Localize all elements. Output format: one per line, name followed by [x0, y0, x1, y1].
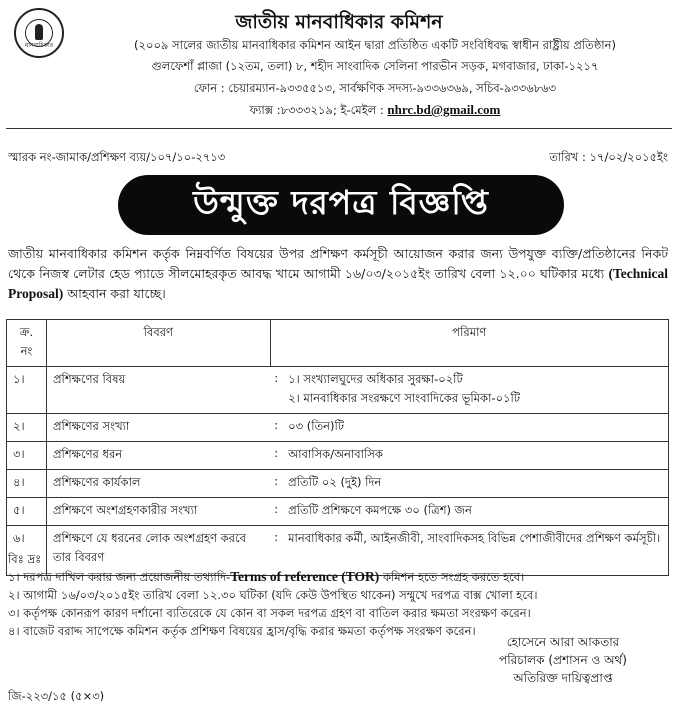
row-colon: : — [270, 470, 282, 498]
header-description: বিবরণ — [46, 320, 270, 367]
intro-technical-proposal: (Technical Proposal) — [8, 266, 668, 301]
header-quantity: পরিমাণ — [270, 320, 668, 367]
note-tor: Terms of reference (TOR) — [230, 569, 380, 584]
row-item: প্রশিক্ষণে যে ধরনের লোক অংশগ্রহণ করবে তার বিবরণ — [46, 526, 270, 576]
notice-date: তারিখ : ১৭/০২/২০১৫ইং — [549, 150, 668, 164]
row-number: ২। — [7, 414, 47, 442]
row-item: প্রশিক্ষণে অংশগ্রহণকারীর সংখ্যা — [46, 498, 270, 526]
ad-reference-code: জি-২২৩/১৫ (৫×৩) — [8, 689, 105, 703]
signature-block — [473, 633, 653, 687]
signatory-note: অতিরিক্ত দায়িত্বপ্রাপ্ত — [513, 671, 613, 685]
row-item: প্রশিক্ষণের বিষয় — [46, 367, 270, 414]
logo-caption: মানবাধিকার — [24, 42, 54, 49]
note-item: ৪। বাজেট বরাদ্দ সাপেক্ষে কমিশন কর্তৃক প্রশিক্ষণ বিষয়ের হ্রাস/বৃদ্ধি করার ক্ষমতা কর্তৃপক্ষ সংরক্ষণ করেন। — [8, 624, 476, 638]
row-value — [282, 367, 668, 414]
org-address: গুলফেশাঁ প্লাজা (১২তম, তলা) ৮, শহীদ সাংবাদিক সেলিনা পারভীন সড়ক, মগবাজার, ঢাকা-১২১৭ — [151, 59, 599, 73]
row-number: ৩। — [7, 442, 47, 470]
row-value-line: ২। মানবাধিকার সংরক্ষণে সাংবাদিকের ভূমিকা-০১টি — [288, 391, 521, 405]
row-number: ৪। — [7, 470, 47, 498]
org-fax-email — [70, 102, 678, 121]
notes-heading: বিঃ দ্রঃ — [8, 552, 42, 566]
header-divider — [6, 128, 672, 129]
row-value: প্রতিটি প্রশিক্ষণে কমপক্ষে ৩০ (ত্রিশ) জন — [282, 498, 668, 526]
row-item: প্রশিক্ষণের সংখ্যা — [46, 414, 270, 442]
row-colon: : — [270, 526, 282, 576]
row-item: প্রশিক্ষণের ধরন — [46, 442, 270, 470]
org-subtitle: (২০০৯ সালের জাতীয় মানবাধিকার কমিশন আইন দ্বারা প্রতিষ্ঠিত একটি সংবিধিবদ্ধ স্বাধীন রাষ্ট্রীয় প্রতিষ্ঠান) — [134, 38, 616, 52]
row-colon: : — [270, 498, 282, 526]
table-row — [7, 498, 669, 526]
intro-text: জাতীয় মানবাধিকার কমিশন কর্তৃক নিম্নবর্ণিত বিষয়ের উপর প্রশিক্ষণ কর্মসূচী আয়োজন করার জন্য উপযুক্ত ব্যক্তি/প্রতিষ্ঠানের নিকট থেকে নিজস্ব লেটার হেড প্যাডে সীলমোহরকৃত আবদ্ধ খামে আগামী ১৬/০৩/২০১৫ইং তারিখ বেলা ১২.০০ ঘটিকার মধ্যে — [8, 246, 668, 281]
table-row — [7, 470, 669, 498]
table-row — [7, 414, 669, 442]
intro-paragraph — [8, 244, 668, 304]
row-colon: : — [270, 414, 282, 442]
row-value: আবাসিক/অনাবাসিক — [282, 442, 668, 470]
notice-title-banner: উন্মুক্ত দরপত্র বিজ্ঞপ্তি — [118, 175, 564, 235]
training-details-table — [6, 319, 669, 576]
email-link[interactable]: nhrc.bd@gmail.com — [387, 102, 501, 117]
row-number: ৫। — [7, 498, 47, 526]
table-row — [7, 367, 669, 414]
note-item — [8, 568, 670, 586]
note-item: ৩। কর্তৃপক্ষ কোনরূপ কারণ দর্শানো ব্যতিরেকে যে কোন বা সকল দরপত্র গ্রহণ বা বাতিল করার ক্ষমতা সংরক্ষণ করেন। — [8, 606, 531, 620]
row-value-line: ১। সংখ্যালঘুদের অধিকার সুরক্ষা-০২টি — [288, 372, 463, 386]
intro-text-end: আহবান করা যাচ্ছে। — [63, 286, 166, 301]
org-name: জাতীয় মানবাধিকার কমিশন — [235, 11, 443, 33]
memo-number: স্মারক নং-জামাক/প্রশিক্ষণ ব্যয়/১০৭/১০-২৭১৩ — [8, 150, 226, 164]
org-phone: ফোন : চেয়ারম্যান-৯৩৩৫৫১৩, সার্বক্ষণিক সদস্য-৯৩৩৬৩৬৯, সচিব-৯৩৩৬৮৬৩ — [193, 81, 557, 95]
header-serial: ক্র. নং — [7, 320, 47, 367]
row-colon: : — [270, 367, 282, 414]
row-number: ১। — [7, 367, 47, 414]
table-header-row — [7, 320, 669, 367]
row-item: প্রশিক্ষণের কার্যকাল — [46, 470, 270, 498]
row-number: ৬। — [7, 526, 47, 576]
notes-section — [8, 550, 670, 640]
signatory-name: হোসেনে আরা আকতার — [506, 635, 620, 649]
signatory-designation: পরিচালক (প্রশাসন ও অর্থ) — [499, 653, 627, 667]
table-row — [7, 442, 669, 470]
row-value: মানবাধিকার কর্মী, আইনজীবী, সাংবাদিকসহ বিভিন্ন পেশাজীবীদের প্রশিক্ষণ কর্মসূচী। — [282, 526, 668, 576]
fax-label: ফ্যাক্স :৮৩৩৩২১৯; ই-মেইল : — [249, 103, 388, 117]
note-text-end: কমিশন হতে সংগ্রহ করতে হবে। — [379, 570, 525, 584]
note-text: ১। দরপত্র দাখিল করার জন্য প্রয়োজনীয় তথ্যাদি- — [8, 570, 231, 584]
row-value: প্রতিটি ০২ (দুই) দিন — [282, 470, 668, 498]
note-item: ২। আগামী ১৬/০৩/২০১৫ইং তারিখ বেলা ১২.৩০ ঘটিকা (যদি কেউ উপস্থিত থাকেন) সম্মুখে দরপত্র বাক্স খোলা হবে। — [8, 588, 538, 602]
row-value: ০৩ (তিন)টি — [282, 414, 668, 442]
row-colon: : — [270, 442, 282, 470]
